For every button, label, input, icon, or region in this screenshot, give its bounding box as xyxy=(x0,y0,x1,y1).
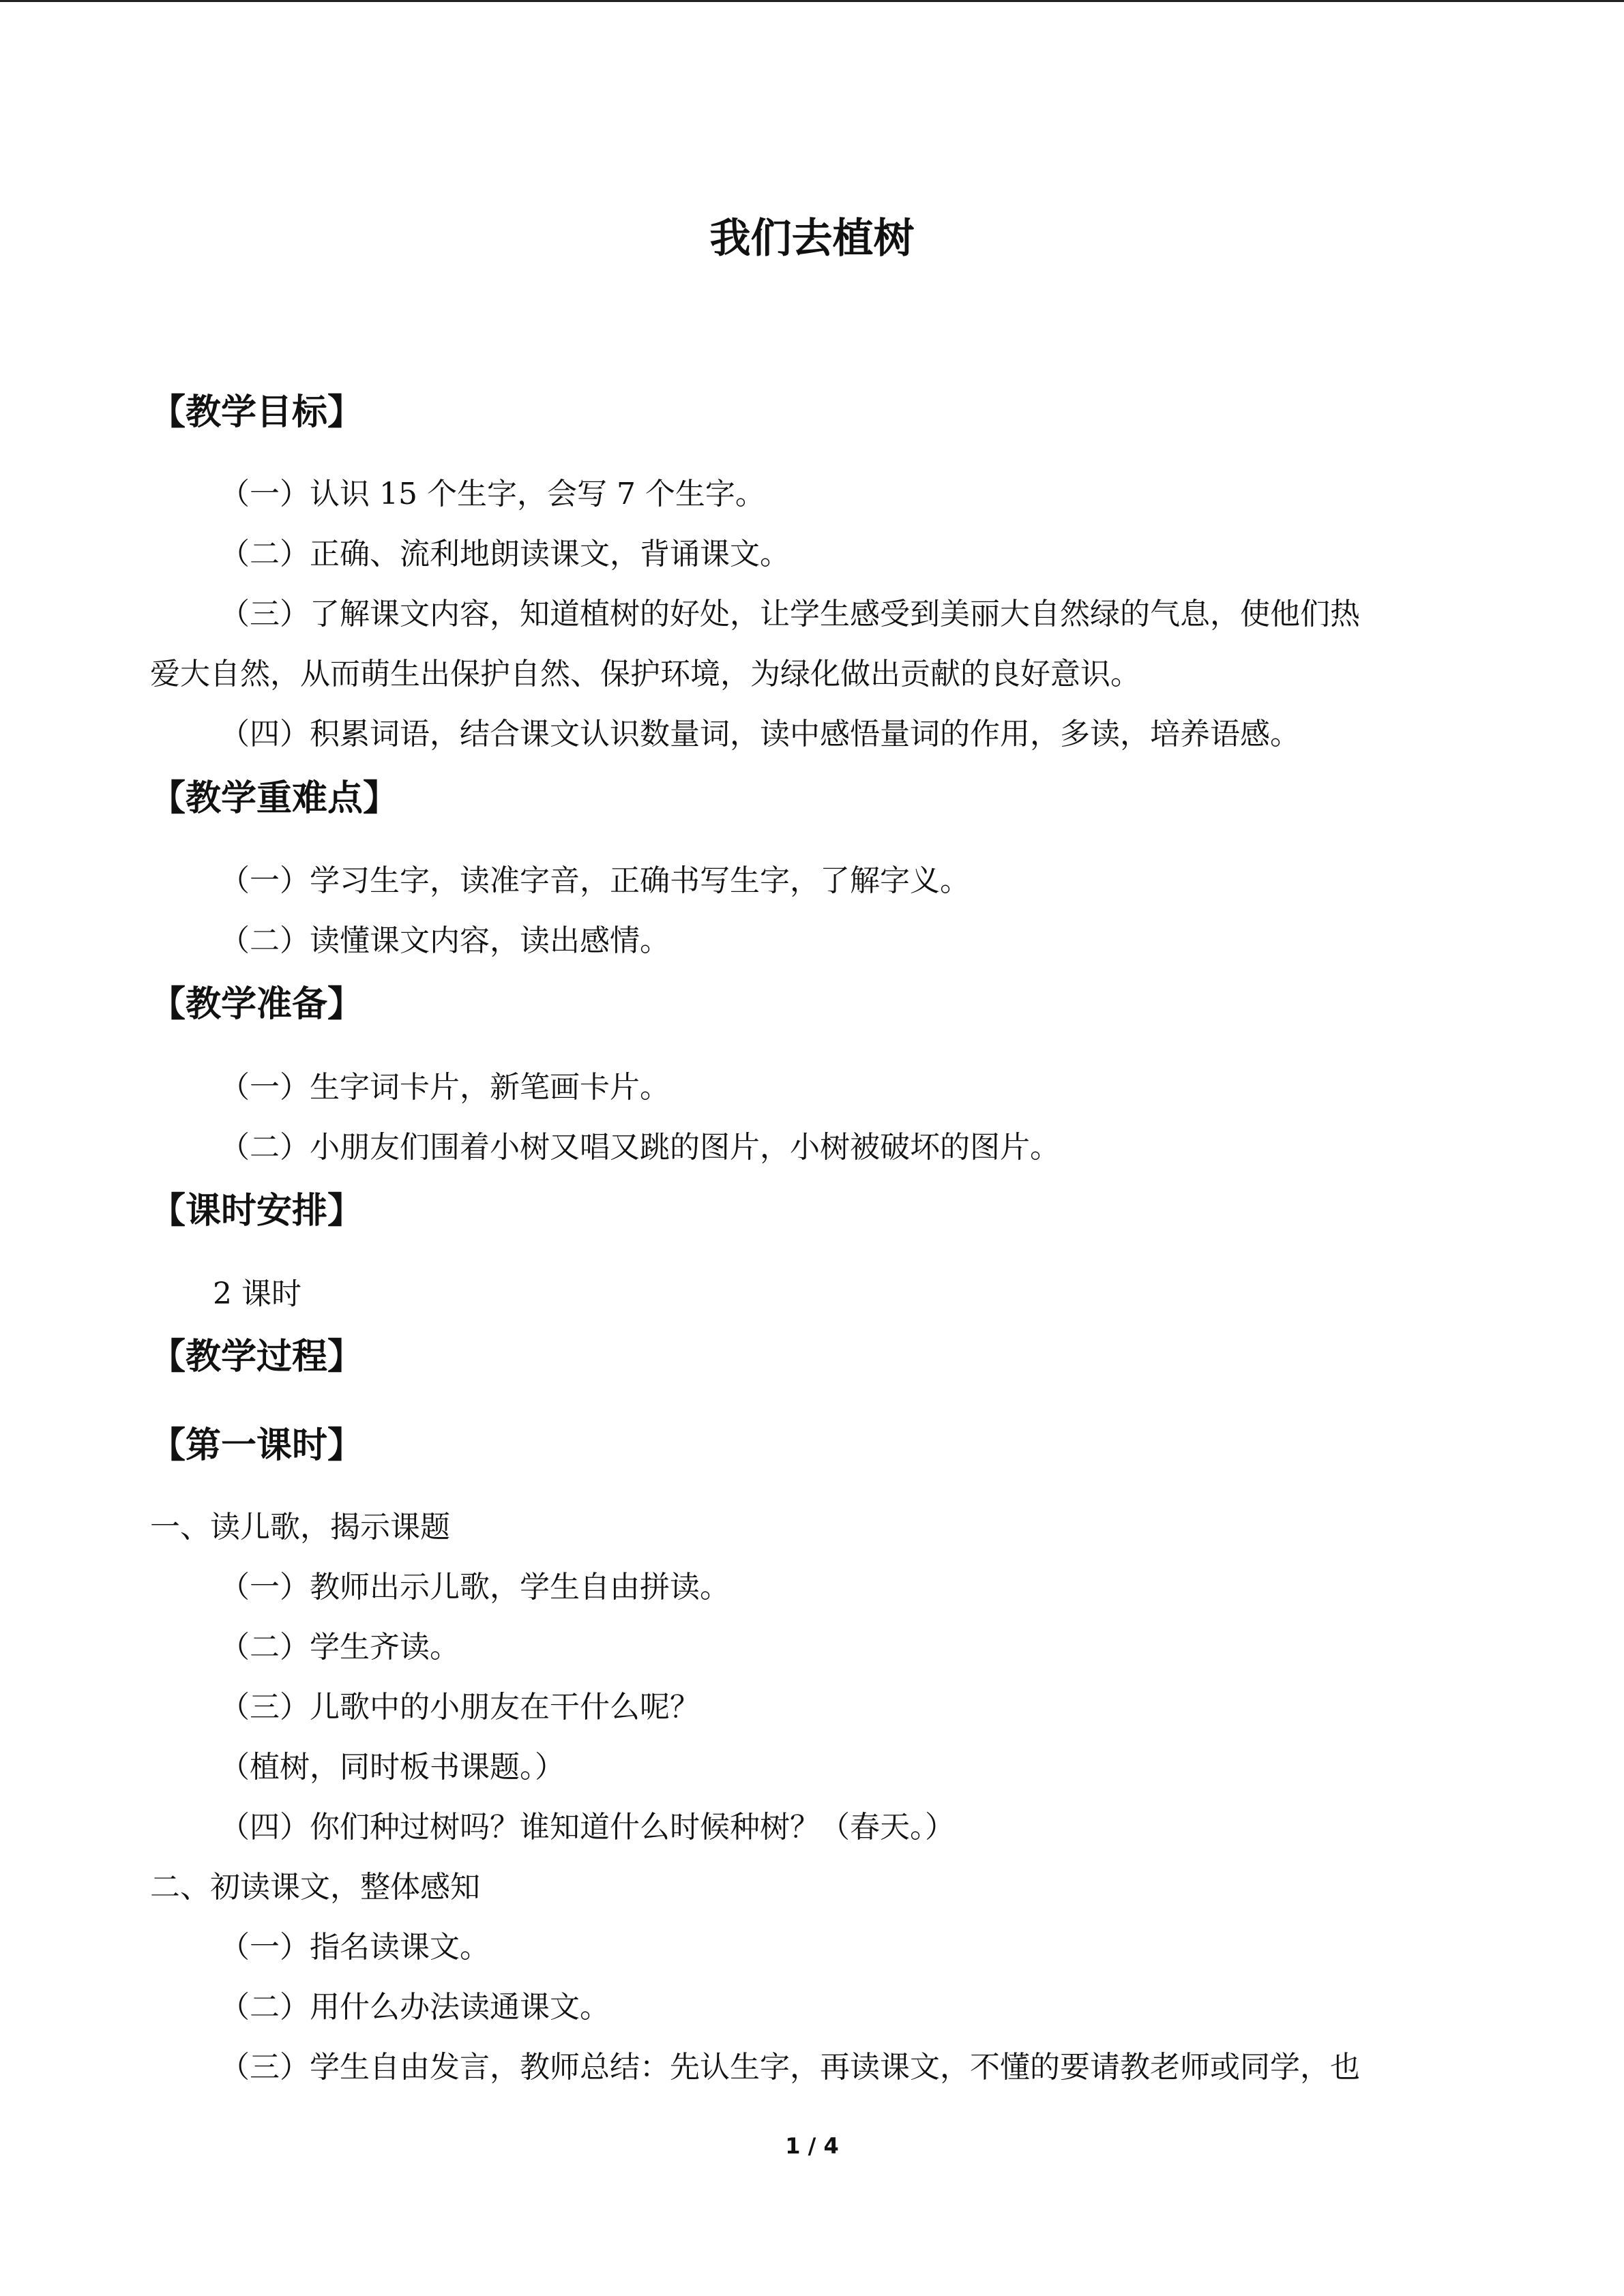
part1-item-3-answer: （植树，同时板书课题。） xyxy=(220,1750,565,1785)
part1-item-1: （一）教师出示儿歌，学生自由拼读。 xyxy=(220,1570,730,1605)
prep-item-1: （一）生字词卡片，新笔画卡片。 xyxy=(220,1070,670,1105)
part2-item-3: （三）学生自由发言，教师总结：先认生字，再读课文，不懂的要请教老师或同学，也 xyxy=(220,2050,1360,2085)
keypoint-item-2: （二）读懂课文内容，读出感情。 xyxy=(220,923,670,958)
part1-item-2: （二）学生齐读。 xyxy=(220,1630,460,1665)
top-border xyxy=(0,0,1624,2)
heading-teaching-goals: 【教学目标】 xyxy=(150,392,364,433)
goal-item-4: （四）积累词语，结合课文认识数量词，读中感悟量词的作用，多读，培养语感。 xyxy=(220,717,1300,751)
document-title: 我们去植树 xyxy=(709,215,915,263)
part2-item-2: （二）用什么办法读通课文。 xyxy=(220,1990,610,2025)
heading-preparation: 【教学准备】 xyxy=(150,984,364,1025)
part1-item-3: （三）儿歌中的小朋友在干什么呢？ xyxy=(220,1690,700,1725)
part1-title: 一、读儿歌，揭示课题 xyxy=(150,1510,450,1545)
part1-item-4: （四）你们种过树吗？谁知道什么时候种树？（春天。） xyxy=(220,1810,955,1845)
heading-lesson-1: 【第一课时】 xyxy=(150,1425,364,1466)
heading-key-points: 【教学重难点】 xyxy=(150,778,399,819)
part2-title: 二、初读课文，整体感知 xyxy=(150,1870,480,1905)
heading-process: 【教学过程】 xyxy=(150,1337,364,1377)
part2-item-1: （一）指名读课文。 xyxy=(220,1930,490,1965)
goal-item-2: （二）正确、流利地朗读课文，背诵课文。 xyxy=(220,537,790,571)
schedule-text: 2 课时 xyxy=(213,1277,301,1311)
goal-item-3-cont: 爱大自然，从而萌生出保护自然、保护环境，为绿化做出贡献的良好意识。 xyxy=(150,657,1140,691)
goal-item-1: （一）认识 15 个生字，会写 7 个生字。 xyxy=(220,477,765,511)
keypoint-item-1: （一）学习生字，读准字音，正确书写生字，了解字义。 xyxy=(220,863,970,898)
page-number: 1 / 4 xyxy=(785,2133,839,2159)
heading-schedule: 【课时安排】 xyxy=(150,1191,364,1232)
prep-item-2: （二）小朋友们围着小树又唱又跳的图片，小树被破坏的图片。 xyxy=(220,1130,1060,1165)
goal-item-3: （三）了解课文内容，知道植树的好处，让学生感受到美丽大自然绿的气息，使他们热 xyxy=(220,597,1360,631)
